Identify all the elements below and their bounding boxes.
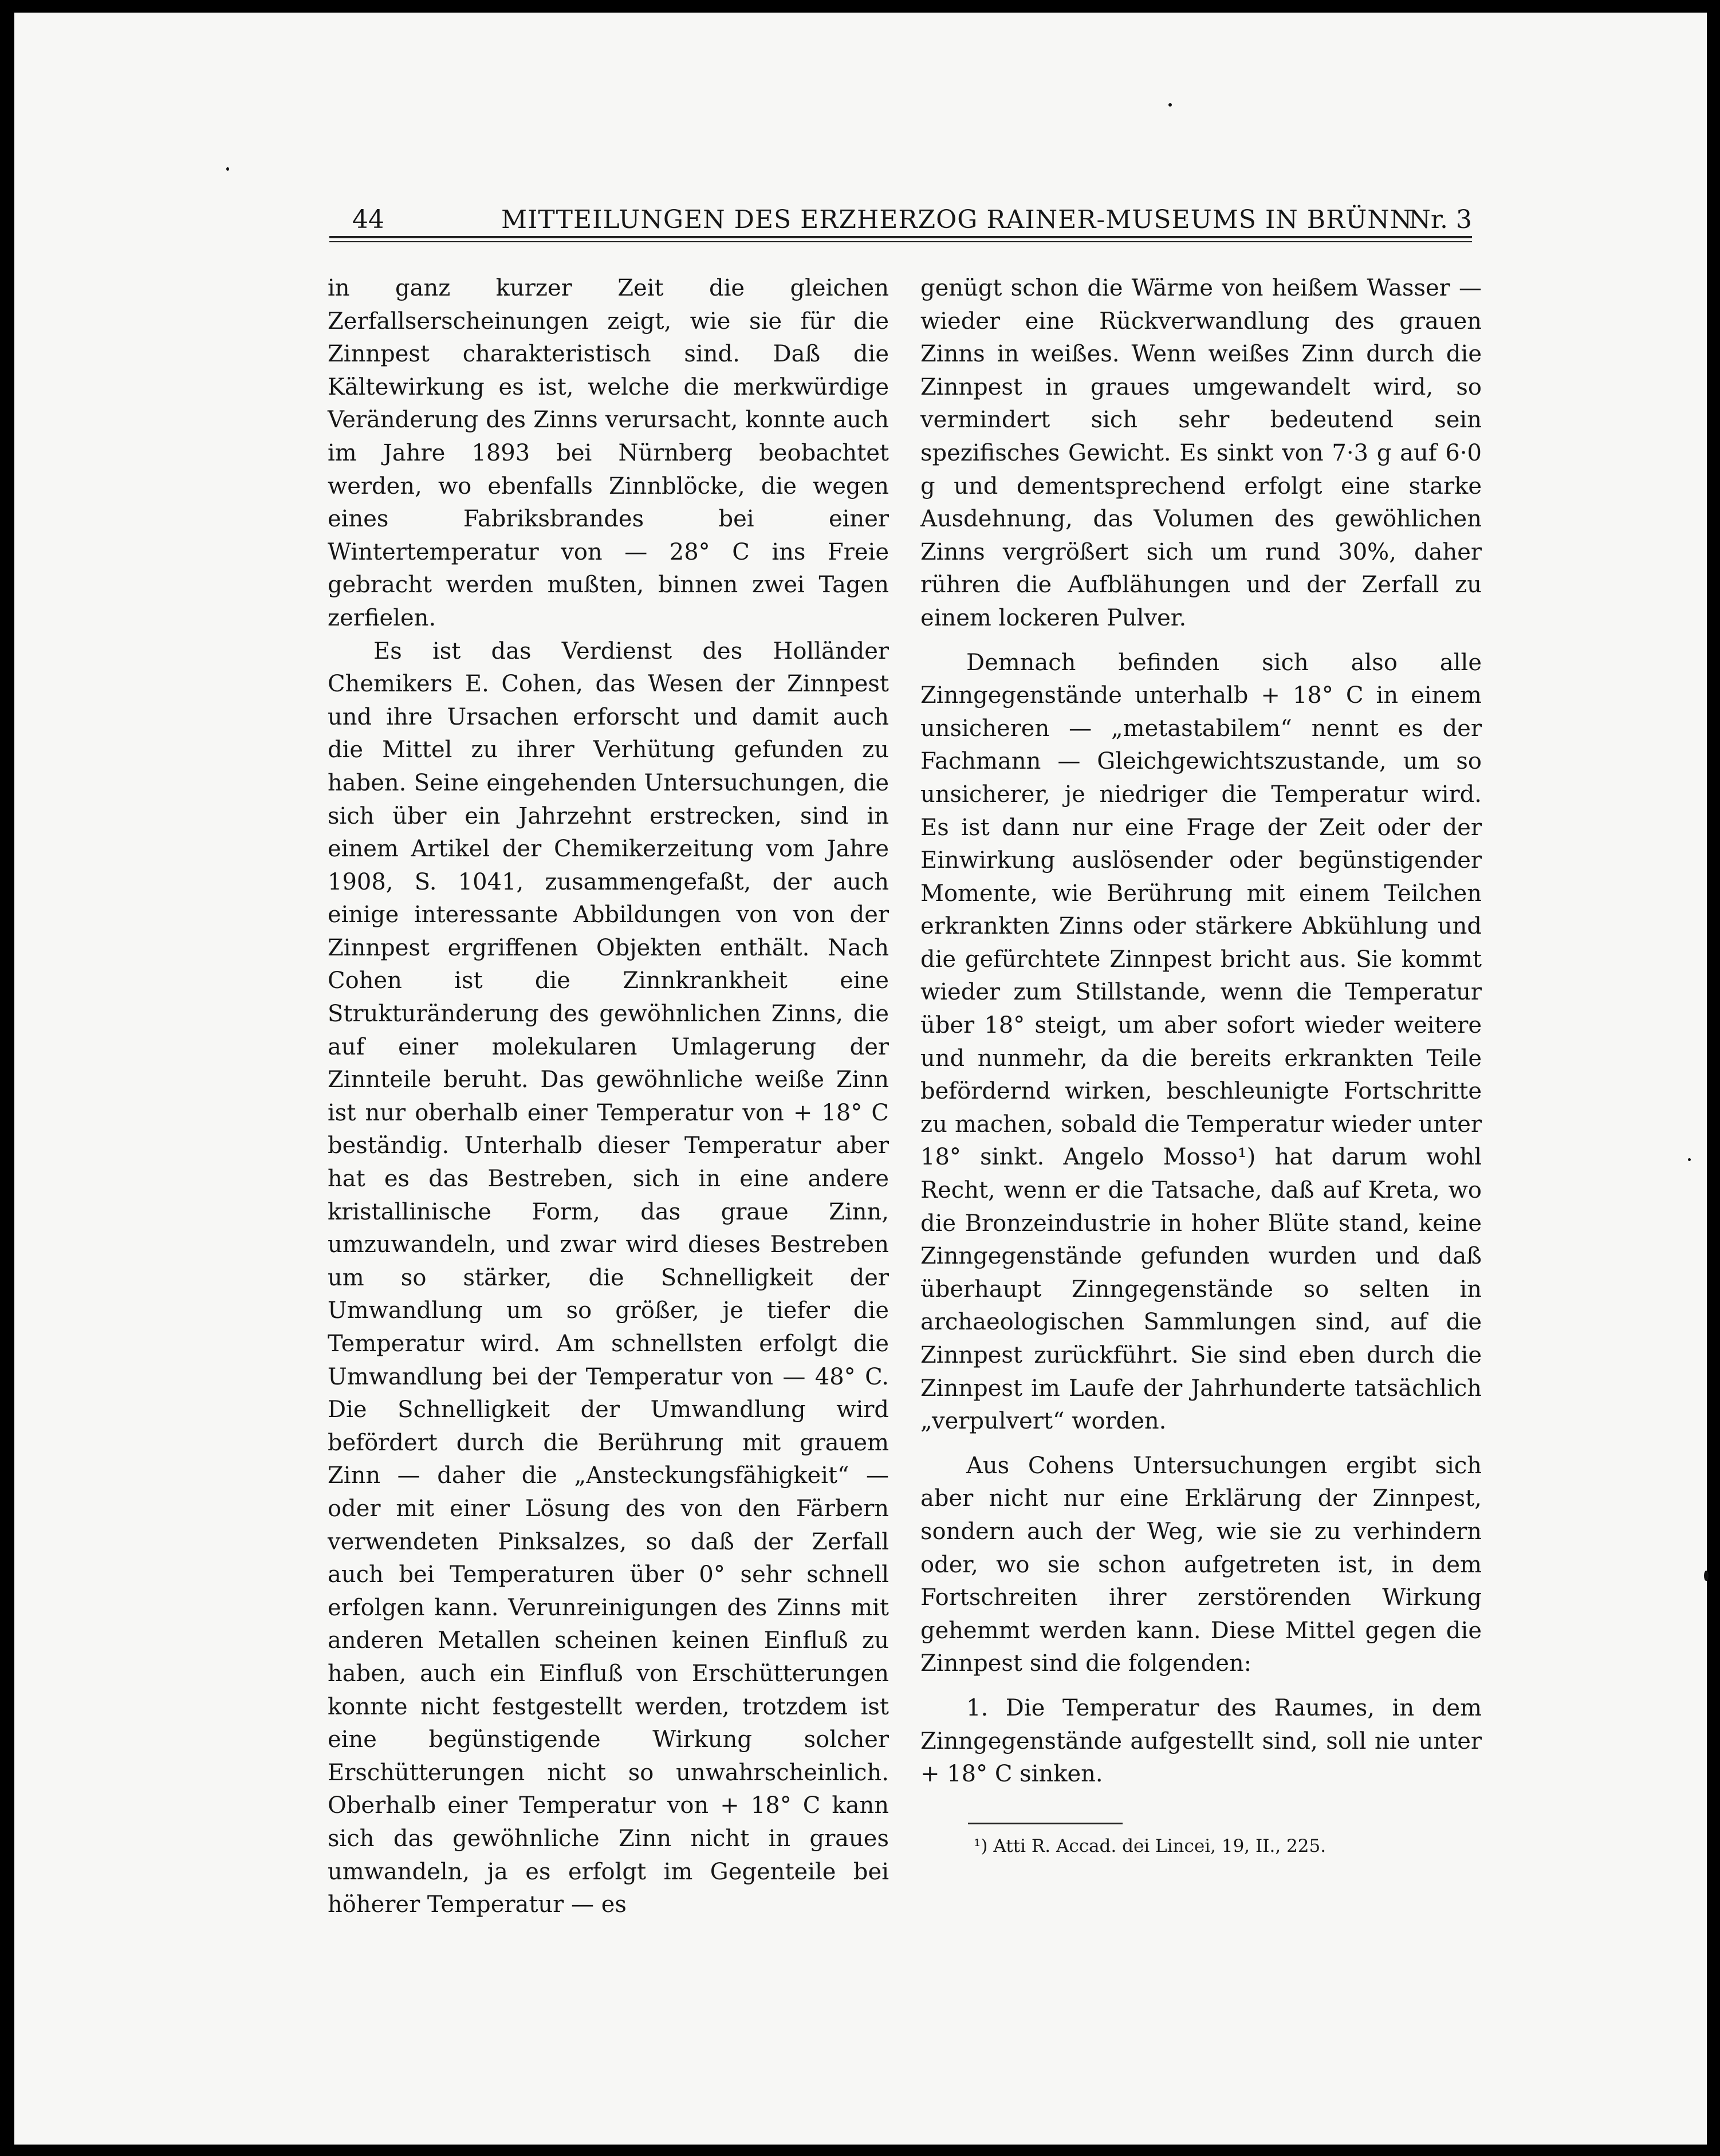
dust-speck [1168,103,1172,107]
paragraph: in ganz kurzer Zeit die gleichen Zerfallserscheinungen zeigt, wie sie für die Zinnpest charakteristisch sind. Daß die Kältewirkung es ist, welche die merkwürdige Veränderung des Zinns verursacht, konnte auch im Jahre 1893 bei Nürnberg beobachtet werden, wo ebenfalls Zinnblöcke, die wegen eines Fabriksbrandes bei einer Wintertemperatur von — 28° C ins Freie gebracht werden mußten, binnen zwei Tagen zerfielen. [328,275,889,631]
list-item: 1. Die Temperatur des Raumes, in dem Zinngegenstände aufgestellt sind, soll nie unter + 18° C sinken. [920,1694,1482,1788]
paragraph: Aus Cohens Untersuchungen ergibt sich aber nicht nur eine Erklärung der Zinnpest, sondern auch der Weg, wie sie zu verhindern oder, wo sie schon aufgetreten ist, in dem Fortschreiten ihrer zerstörenden Wirkung gehemmt werden kann. Diese Mittel gegen die Zinnpest sind die folgenden: [920,1452,1482,1677]
dust-speck [1688,1158,1691,1161]
footnote: ¹) Atti R. Accad. dei Lincei, 19, II., 225. [974,1836,1327,1856]
header-rule-thin [329,241,1472,242]
dust-speck [1704,1571,1709,1581]
running-header [329,200,1472,241]
footnote-rule [968,1823,1123,1824]
left-column [328,272,889,1922]
paragraph: Es ist das Verdienst des Holländer Chemikers E. Cohen, das Wesen der Zinnpest und ihre Ursachen erforscht und damit auch die Mittel zu ihrer Verhütung gefunden zu haben. Seine eingehenden Untersuchungen, die sich über ein Jahrzehnt erstrecken, sind in einem Artikel der Chemikerzeitung vom Jahre 1908, S. 1041, zusammengefaßt, der auch einige interessante Abbildungen von von der Zinnpest ergriffenen Objekten enthält. Nach Cohen ist die Zinnkrankheit eine Strukturänderung des gewöhnlichen Zinns, die auf einer molekularen Umlagerung der Zinnteile beruht. Das gewöhnliche weiße Zinn ist nur oberhalb einer Temperatur von + 18° C beständig. Unterhalb dieser Temperatur aber hat es das Bestreben, sich in eine andere kristallinische Form, das graue Zinn, umzuwandeln, und zwar wird dieses Bestreben um so stärker, die Schnelligkeit der Umwandlung um so größer, je tiefer die Temperatur wird. Am schnellsten erfolgt die Umwandlung bei der Temperatur von — 48° C. Die Schnelligkeit der Umwandlung wird befördert durch die Berührung mit grauem Zinn — daher die „Ansteckungsfähigkeit“ — oder mit einer Lösung des von den Färbern verwendeten Pinksalzes, so daß der Zerfall auch bei Temperaturen über 0° sehr schnell erfolgen kann. Verunreinigungen des Zinns mit anderen Metallen scheinen keinen Einfluß zu haben, auch ein Einfluß von Erschütterungen konnte nicht festgestellt werden, trotzdem ist eine begünstigende Wirkung solcher Erschütterungen nicht so unwahrscheinlich. Oberhalb einer Temperatur von + 18° C kann sich das gewöhnliche Zinn nicht in graues umwandeln, ja es erfolgt im Gegenteile bei höherer Temperatur — es [328,638,889,1918]
journal-title: MITTEILUNGEN DES ERZHERZOG RAINER-MUSEUMS IN BRÜNN [501,205,1413,234]
issue-number: Nr. 3 [1408,205,1472,234]
paragraph: genügt schon die Wärme von heißem Wasser — wieder eine Rückverwandlung des grauen Zinns in weißes. Wenn weißes Zinn durch die Zinnpest in graues umgewandelt wird, so vermindert sich sehr bedeutend sein spezifisches Gewicht. Es sinkt von 7·3 g auf 6·0 g und dementsprechend erfolgt eine starke Ausdehnung, das Volumen des gewöhlichen Zinns vergrößert sich um rund 30%, daher rühren die Aufblähungen und der Zerfall zu einem lockeren Pulver. [920,275,1482,631]
header-rule [329,236,1472,238]
right-column [920,272,1482,1791]
page-number: 44 [352,205,384,234]
dust-speck [226,167,229,171]
paragraph: Demnach befinden sich also alle Zinngegenstände unterhalb + 18° C in einem unsicheren — „metastabilem“ nennt es der Fachmann — Gleichgewichtszustande, um so unsicherer, je niedriger die Temperatur wird. Es ist dann nur eine Frage der Zeit oder der Einwirkung auslösender oder begünstigender Momente, wie Berührung mit einem Teilchen erkrankten Zinns oder stärkere Abkühlung und die gefürchtete Zinnpest bricht aus. Sie kommt wieder zum Stillstande, wenn die Temperatur über 18° steigt, um aber sofort wieder weitere und nunmehr, da die bereits erkrankten Teile befördernd wirken, beschleunigte Fortschritte zu machen, sobald die Temperatur wieder unter 18° sinkt. Angelo Mosso¹) hat darum wohl Recht, wenn er die Tatsache, daß auf Kreta, wo die Bronzeindustrie in hoher Blüte stand, keine Zinngegenstände gefunden wurden und daß überhaupt Zinngegenstände so selten in archaeologischen Sammlungen sind, auf die Zinnpest zurückführt. Sie sind eben durch die Zinnpest im Laufe der Jahrhunderte tatsächlich „verpulvert“ worden. [920,649,1482,1435]
